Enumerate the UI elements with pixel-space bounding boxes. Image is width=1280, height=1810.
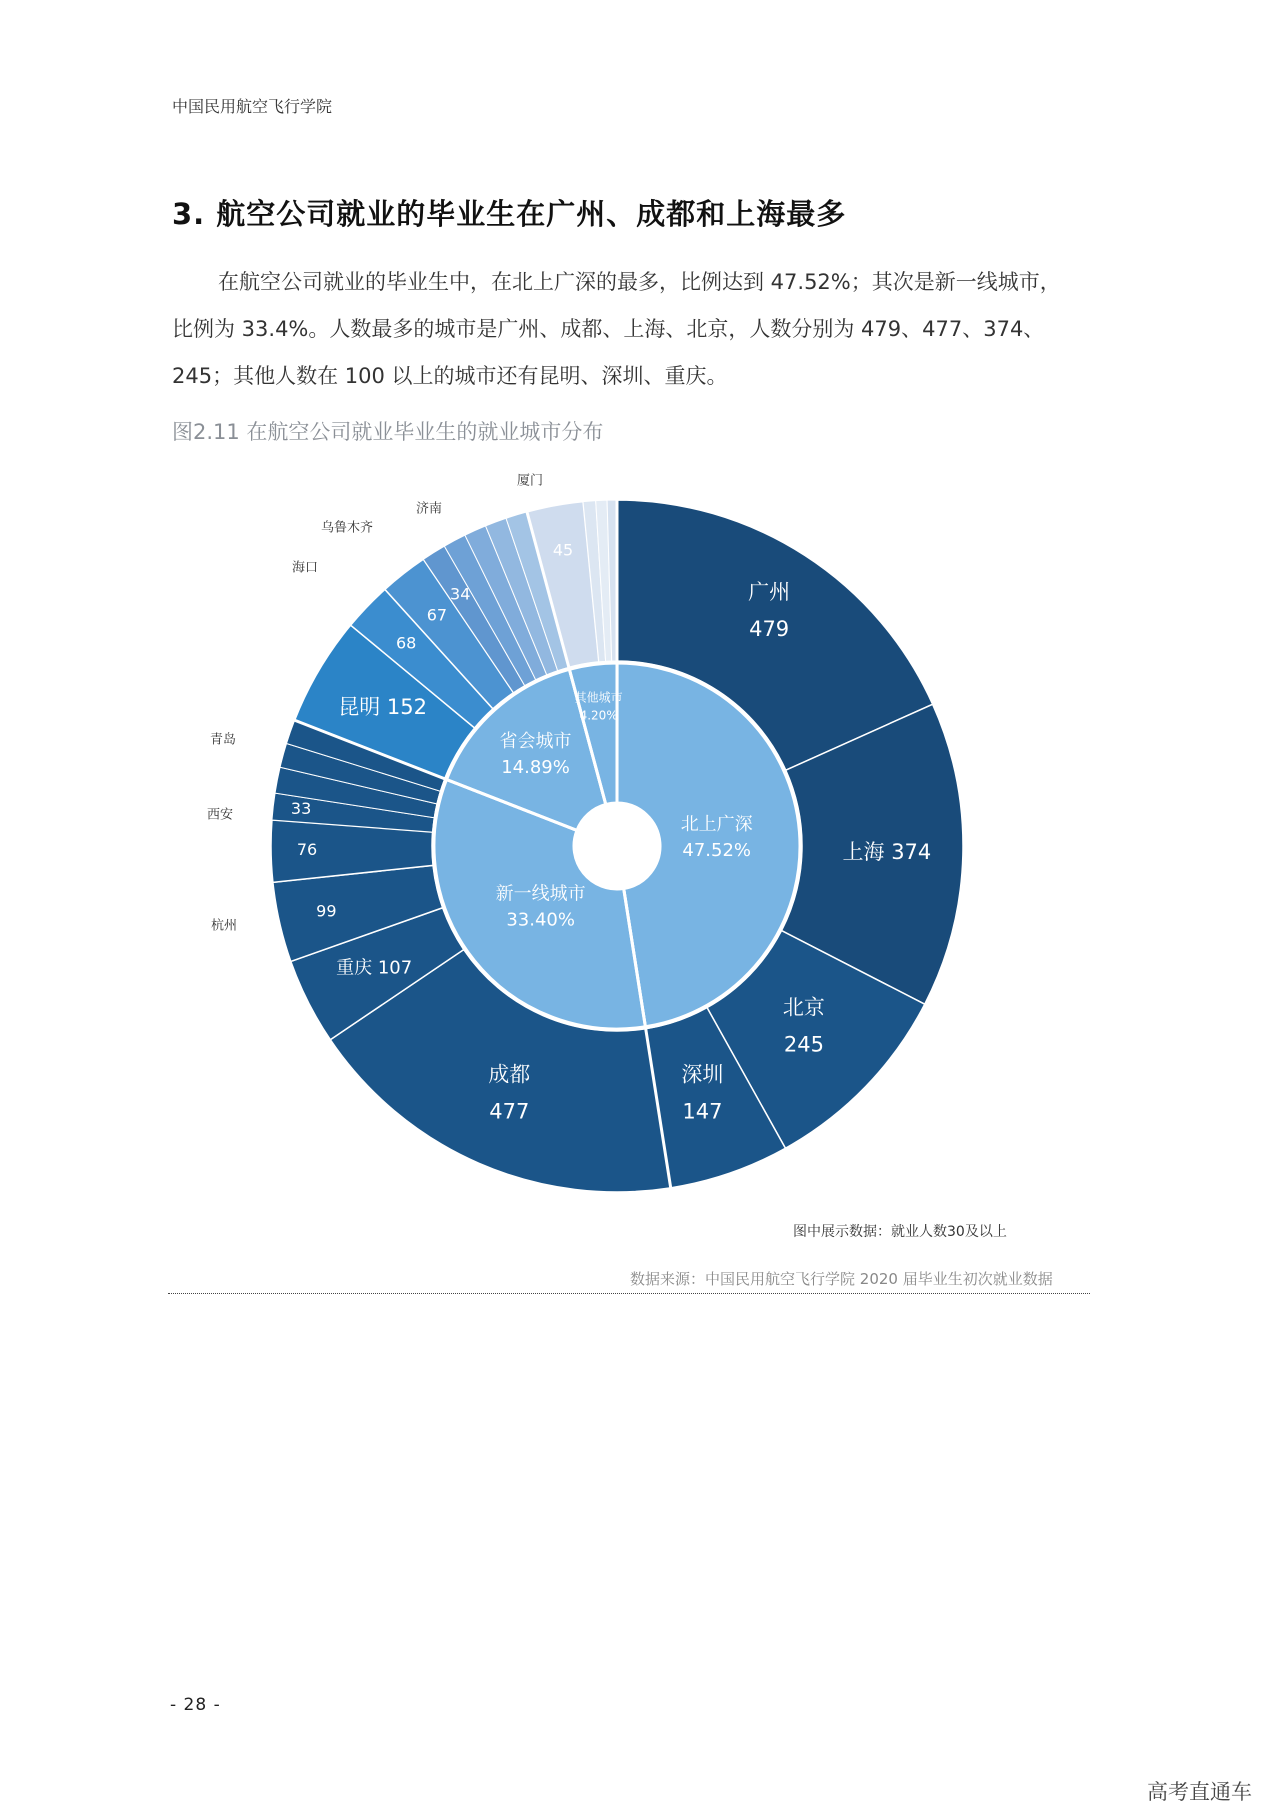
- outside-city-label: 杭州: [210, 918, 238, 934]
- sunburst-chart: [180, 440, 1000, 1220]
- segment-value-label: 477: [489, 1099, 530, 1124]
- segment-label: 昆明 152: [338, 695, 427, 720]
- document-header: 中国民用航空飞行学院: [172, 97, 333, 116]
- segment-label: 67: [426, 605, 448, 625]
- segment-label: 45: [552, 540, 574, 560]
- inner-segment-label: 其他城市: [574, 690, 623, 705]
- outside-city-label: 西安: [206, 807, 234, 823]
- segment-value-label: 479: [749, 616, 790, 641]
- figure-caption: 图2.11 在航空公司就业毕业生的就业城市分布: [172, 420, 604, 444]
- segment-label: 99: [316, 901, 337, 921]
- segment-value-label: 147: [682, 1099, 723, 1124]
- centre-hole: [574, 803, 660, 889]
- segment-label: 深圳: [681, 1062, 724, 1087]
- inner-segment-label: 新一线城市: [495, 883, 586, 905]
- paragraph-line: 在航空公司就业的毕业生中，在北上广深的最多，比例达到 47.52%；其次是新一线城市，: [218, 270, 1061, 294]
- source-note: 数据来源：中国民用航空飞行学院 2020 届毕业生初次就业数据: [630, 1270, 1053, 1288]
- paragraph-line: 245；其他人数在 100 以上的城市还有昆明、深圳、重庆。: [172, 364, 728, 388]
- inner-segment-percent: 47.52%: [682, 840, 752, 862]
- body-paragraph: [172, 259, 1092, 400]
- outside-city-label: 海口: [291, 560, 319, 576]
- outside-city-label: 乌鲁木齐: [320, 520, 374, 536]
- segment-label: 北京: [782, 995, 825, 1020]
- segment-label: 广州: [748, 579, 791, 604]
- page-number: - 28 -: [170, 1695, 221, 1715]
- inner-segment-percent: 14.89%: [501, 757, 570, 779]
- segment-value-label: 245: [783, 1032, 824, 1057]
- paragraph-line: 比例为 33.4%。人数最多的城市是广州、成都、上海、北京，人数分别为 479、477、374、: [172, 317, 1045, 341]
- segment-label: 68: [395, 633, 417, 653]
- divider: [168, 1293, 1090, 1294]
- watermark: 高考直通车: [1147, 1780, 1252, 1804]
- outside-city-label: 济南: [415, 501, 443, 517]
- inner-segment-percent: 33.40%: [506, 909, 575, 931]
- segment-label: 重庆 107: [336, 957, 413, 979]
- segment-label: 34: [450, 584, 471, 604]
- inner-segment-label: 北上广深: [680, 814, 753, 836]
- outside-city-label: 青岛: [209, 732, 237, 748]
- segment-label: 33: [290, 799, 312, 819]
- inner-segment-percent: 4.20%: [579, 708, 618, 723]
- section-title: 3. 航空公司就业的毕业生在广州、成都和上海最多: [172, 197, 847, 231]
- segment-label: 76: [296, 840, 318, 860]
- segment-label: 成都: [488, 1062, 531, 1087]
- segment-label: 上海 374: [842, 840, 932, 865]
- inner-segment-label: 省会城市: [499, 731, 572, 753]
- outside-city-label: 厦门: [516, 473, 544, 489]
- display-note: 图中展示数据：就业人数30及以上: [793, 1224, 1007, 1240]
